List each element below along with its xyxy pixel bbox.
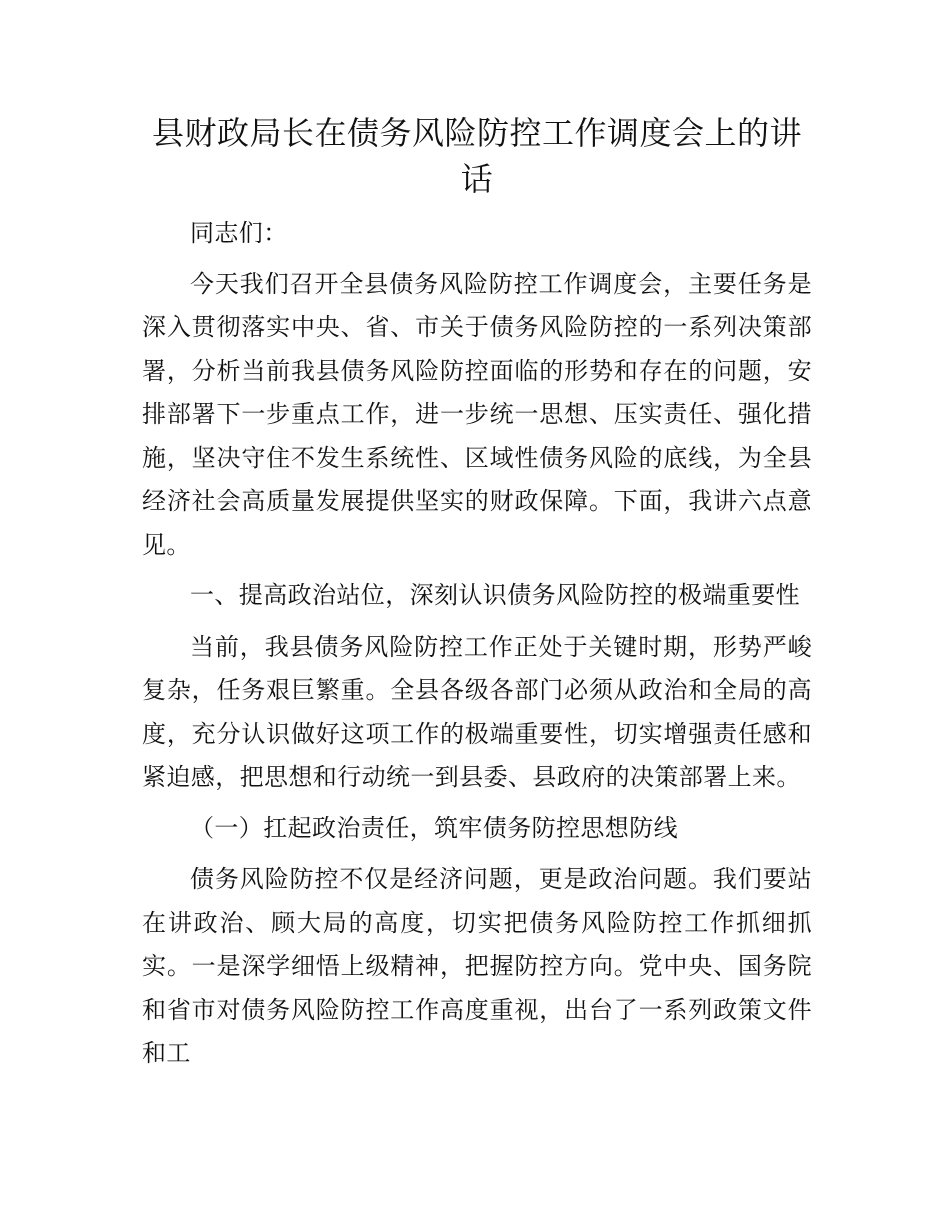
intro-paragraph: 今天我们召开全县债务风险防控工作调度会，主要任务是深入贯彻落实中央、省、市关于债务风险防控的一系列决策部署，分析当前我县债务风险防控面临的形势和存在的问题，安排部署下一步重点工作，进一步统一思想、压实责任、强化措施，坚决守住不发生系统性、区域性债务风险的底线，为全县经济社会高质量发展提供坚实的财政保障。下面，我讲六点意见。 (142, 269, 812, 559)
salutation: 同志们： (190, 219, 288, 247)
document-page (142, 110, 812, 1083)
document-title: 县财政局长在债务风险防控工作调度会上的讲话 (151, 114, 802, 198)
section-1-heading: 一、提高政治站位，深刻认识债务风险防控的极端重要性 (190, 581, 800, 609)
section-1-body: 当前，我县债务风险防控工作正处于关键时期，形势严峻复杂，任务艰巨繁重。全县各级各部门必须从政治和全局的高度，充分认识做好这项工作的极端重要性，切实增强责任感和紧迫感，把思想和行动统一到县委、县政府的决策部署上来。 (142, 632, 812, 791)
subsection-1-body: 债务风险防控不仅是经济问题，更是政治问题。我们要站在讲政治、顾大局的高度，切实把债务风险防控工作抓细抓实。一是深学细悟上级精神，把握防控方向。党中央、国务院和省市对债务风险防控工作高度重视，出台了一系列政策文件和工 (142, 865, 812, 1067)
subsection-1-heading: （一）扛起政治责任，筑牢债务防控思想防线 (190, 813, 678, 842)
